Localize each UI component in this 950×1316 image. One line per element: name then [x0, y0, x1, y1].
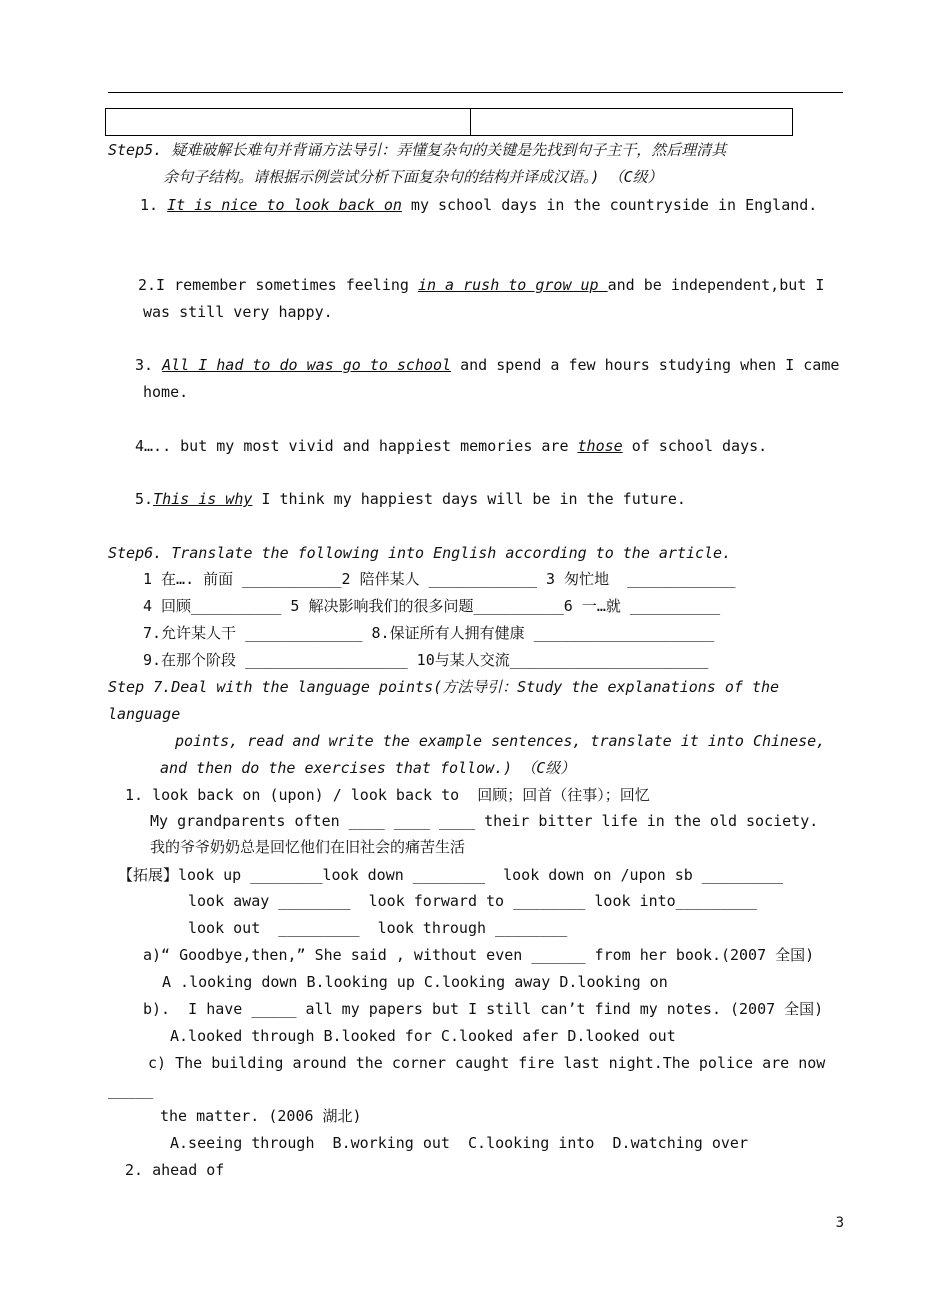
sentence-2-key-phrase: in a rush to grow up — [417, 276, 608, 294]
translation-row-2: 4 回顾__________ 5 解决影响我们的很多问题__________6 一…就 __________ — [143, 597, 721, 615]
step6-title: Step6. Translate the following into English according to the article. — [108, 544, 732, 562]
question-c: c) The building around the corner caught fire last night.The police are now — [148, 1054, 826, 1072]
question-a: a)“ Goodbye,then,” She said , without even ______ from her book.(2007 全国) — [143, 946, 815, 964]
header-table — [105, 108, 793, 136]
table-cell-left — [106, 109, 471, 135]
question-c-blank: _____ — [108, 1081, 154, 1099]
question-b: b). I have _____ all my papers but I still can’t find my notes. (2007 全国) — [143, 1000, 824, 1018]
sentence-1-key-phrase: It is nice to look back on — [167, 196, 402, 214]
extension-line-1: 【拓展】look up ________look down ________ look down on /upon sb _________ — [118, 866, 784, 884]
point-1-example: My grandparents often ____ ____ ____ their bitter life in the old society. — [150, 812, 819, 830]
translation-row-3: 7.允许某人干 _____________ 8.保证所有人拥有健康 ____________________ — [143, 624, 715, 642]
sentence-3-key-phrase: All I had to do was go to school — [162, 356, 452, 374]
page-number: 3 — [835, 1215, 844, 1231]
point-1-translation: 我的爷爷奶奶总是回忆他们在旧社会的痛苦生活 — [150, 838, 466, 856]
point-2-heading: 2. ahead of — [125, 1161, 225, 1179]
step7-title-line3: points, read and write the example sentences, translate it into Chinese, — [175, 732, 826, 750]
question-b-options: A.looked through B.looked for C.looked afer D.looked out — [170, 1027, 676, 1045]
step5-title-line1: Step5. 疑难破解长难句并背诵方法导引：弄懂复杂句的关键是先找到句子主干，然后理清其 — [108, 141, 727, 159]
extension-line-2: look away ________ look forward to ________ look into_________ — [188, 892, 757, 910]
sentence-5-key-phrase: This is why — [153, 490, 253, 508]
sentence-4: 4….. but my most vivid and happiest memories are those of school days. — [135, 437, 768, 455]
sentence-5: 5.This is why I think my happiest days will be in the future. — [135, 490, 686, 508]
step7-title-line1: Step 7.Deal with the language points(方法导引：Study the explanations of the — [108, 678, 780, 696]
question-c-options: A.seeing through B.working out C.looking into D.watching over — [170, 1134, 748, 1152]
step7-title-line2: language — [108, 705, 181, 723]
sentence-4-key-word: those — [577, 437, 623, 455]
point-1-heading: 1. look back on (upon) / look back to 回顾；回首（往事）；回忆 — [125, 786, 650, 804]
extension-line-3: look out _________ look through ________ — [188, 919, 568, 937]
step5-title-line2: 余句子结构。请根据示例尝试分析下面复杂句的结构并译成汉语。) （C级） — [163, 168, 663, 186]
sentence-2-line2: was still very happy. — [143, 303, 333, 321]
step7-title-line4: and then do the exercises that follow.) （C级） — [160, 759, 576, 777]
table-cell-right — [471, 109, 792, 135]
sentence-3: 3. All I had to do was go to school and spend a few hours studying when I came — [135, 356, 840, 374]
header-rule — [108, 92, 843, 93]
sentence-3-line2: home. — [143, 383, 189, 401]
translation-row-4: 9.在那个阶段 __________________ 10与某人交流______________________ — [143, 651, 709, 669]
question-c-line2: the matter. (2006 湖北) — [160, 1107, 362, 1125]
sentence-1: 1. It is nice to look back on my school days in the countryside in England. — [140, 196, 818, 214]
question-a-options: A .looking down B.looking up C.looking away D.looking on — [162, 973, 668, 991]
translation-row-1: 1 在…. 前面 ___________2 陪伴某人 ____________ 3 匆忙地 ____________ — [143, 570, 736, 588]
sentence-2: 2.I remember sometimes feeling in a rush to grow up and be independent,but I — [138, 276, 825, 294]
